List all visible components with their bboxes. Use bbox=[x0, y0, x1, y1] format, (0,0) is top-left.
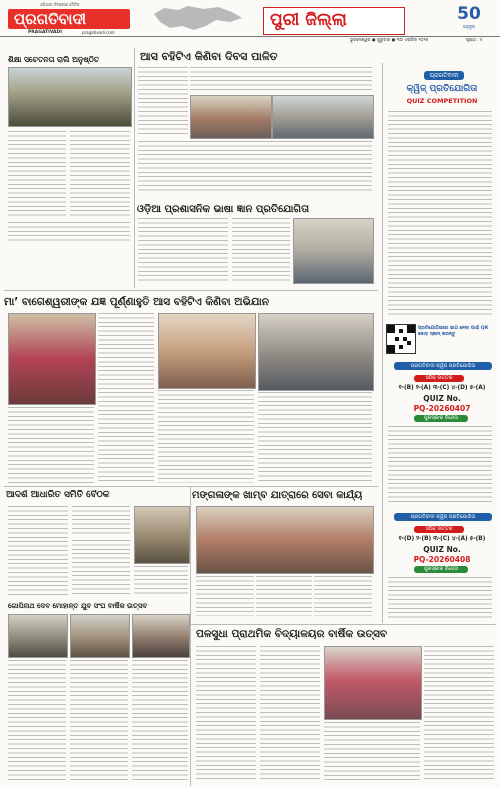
quiz-no-label-1: QUIZ No. bbox=[423, 394, 461, 403]
quiz-no-1: PQ-20260407 bbox=[413, 404, 471, 413]
masthead bbox=[0, 0, 500, 40]
answer-tag-2: ସଠିକ୍ ଉତ୍ତର bbox=[414, 526, 464, 533]
story-5-body-a bbox=[8, 506, 68, 596]
qr-icon bbox=[387, 325, 415, 353]
photo-4b bbox=[158, 313, 256, 389]
story-3-body-a bbox=[138, 218, 228, 282]
answer-tag-1: ସଠିକ୍ ଉତ୍ତର bbox=[414, 375, 464, 382]
answers-2: ୧-(D) ୨-(B) ୩-(C) ୪-(A) ୫-(B) bbox=[398, 536, 486, 542]
photo-8 bbox=[324, 646, 422, 720]
headline-5: ଆଦର୍ଶ ଆଧାରିତ ସମିତି ବୈଠକ bbox=[6, 490, 110, 500]
answers-1: ୧-(B) ୨-(A) ୩-(C) ୪-(D) ୫-(A) bbox=[398, 385, 486, 391]
quiz-no-2: PQ-20260408 bbox=[413, 555, 471, 564]
story-8-body-b bbox=[260, 646, 320, 782]
photo-2b bbox=[272, 95, 374, 139]
story-2-body-b bbox=[190, 67, 372, 92]
headline-3: ଓଡ଼ିଆ ପ୍ରଶାସନିକ ଭାଷା ଜ୍ଞାନ ପ୍ରତିଯୋଗିତା bbox=[137, 204, 310, 215]
rule-2 bbox=[4, 290, 378, 291]
photo-4a bbox=[8, 313, 96, 405]
quiz-no-label-2: QUIZ No. bbox=[423, 545, 461, 554]
winners-list-1 bbox=[388, 426, 492, 504]
masthead-title: ପ୍ରଗତିବାଦୀ bbox=[14, 10, 87, 28]
story-2-body-c bbox=[138, 141, 372, 193]
story-7-body-b bbox=[70, 660, 128, 782]
story-1-body-a bbox=[8, 131, 66, 219]
story-4-body-d bbox=[258, 392, 372, 483]
page-label: ପୃଷ୍ଠା : ୫ bbox=[466, 37, 483, 42]
masthead-tagline: ଓଡ଼ିଶାର ନିରପେକ୍ଷ ଦୈନିକ bbox=[40, 2, 80, 7]
headline-6: ମଙ୍ଗଳାଙ୍କ ଖାମ୍ବ ଯାତ୍ରାରେ ସେବା କାର୍ଯ୍ୟ bbox=[192, 490, 363, 501]
headline-4: ମା’ ବାଗେଶ୍ୱରୀଙ୍କ ଯଜ୍ଞ ପୂର୍ଣ୍ଣାହୁତି ଆସ ବହିଟିଏ କିଣିବା ଅଭିଯାନ bbox=[4, 296, 269, 308]
quiz-questions bbox=[388, 111, 492, 317]
photo-2a bbox=[190, 95, 272, 139]
badge-number: 50 bbox=[457, 4, 481, 24]
story-8-body-d bbox=[424, 646, 494, 782]
story-8-body-a bbox=[196, 646, 256, 782]
anniversary-badge bbox=[452, 4, 486, 30]
headline-8: ପଳସୁଧା ପ୍ରାଥମିକ ବିଦ୍ୟାଳୟର ବାର୍ଷିକ ଉତ୍ସବ bbox=[196, 628, 388, 640]
results-header-2: ପ୍ରଗତିବାଦୀ କ୍ୱିଜ୍ ପ୍ରତିଯୋଗିତା bbox=[394, 513, 492, 521]
dateline: ଭୁବନେଶ୍ୱର ● ଗୁରୁବାର ● ୩୦ ଏପ୍ରିଲ ୨୦୨୬ bbox=[350, 37, 429, 42]
rule-1 bbox=[134, 48, 135, 288]
story-7-body-c bbox=[132, 660, 188, 782]
photo-7c bbox=[132, 614, 190, 658]
story-5-body-d bbox=[134, 566, 188, 596]
winner-tag-1: ପୁରସ୍କାର ବିଜେତା bbox=[414, 415, 468, 422]
story-6-body-b bbox=[256, 576, 312, 616]
photo-7b bbox=[70, 614, 130, 658]
quiz-qr-code bbox=[386, 324, 416, 354]
story-4-body-b bbox=[8, 407, 94, 483]
photo-3 bbox=[293, 218, 374, 284]
headline-1: ଶିକ୍ଷା ସଚେତନତା ରାଲି ଅନୁଷ୍ଠିତ bbox=[8, 55, 100, 64]
story-1-body-b bbox=[70, 131, 130, 219]
story-4-body-c bbox=[158, 390, 254, 483]
badge-caption: ଅନୁରୂପ bbox=[463, 24, 475, 29]
masthead-title-latin: PRAGATIVADI bbox=[28, 30, 62, 35]
edition-name: ପୁରୀ ଜିଲ୍ଲା bbox=[270, 10, 347, 30]
photo-1 bbox=[8, 67, 132, 127]
rule-3 bbox=[4, 486, 378, 487]
quiz-section-tag: ପ୍ରଗତିବାଦୀ bbox=[424, 71, 464, 80]
story-2-body-a bbox=[138, 67, 188, 137]
headline-2: ଆସ ବହିଟିଏ କିଣିବା ଦିବସ ପାଳିତ bbox=[140, 50, 278, 63]
story-7-body-a bbox=[8, 660, 66, 782]
rule-4 bbox=[190, 486, 191, 786]
story-5-body-b bbox=[72, 506, 130, 536]
rule-5 bbox=[190, 624, 496, 625]
story-5-body-c bbox=[72, 540, 130, 596]
results-header-1: ପ୍ରଗତିବାଦୀ କ୍ୱିଜ୍ ପ୍ରତିଯୋଗିତା bbox=[394, 362, 492, 370]
story-3-body-b bbox=[232, 218, 290, 282]
odisha-map-icon bbox=[152, 4, 244, 32]
winners-list-2 bbox=[388, 577, 492, 621]
quiz-subtitle: QUIZ COMPETITION bbox=[406, 97, 478, 105]
story-8-body-c bbox=[324, 722, 420, 782]
story-4-body-a bbox=[98, 313, 154, 483]
photo-7a bbox=[8, 614, 68, 658]
quiz-qr-caption: ପ୍ରତିଯୋଗିତାରେ ଭାଗ ନେବା ପାଇଁ QR କୋଡ଼ ସ୍କାନ୍ କରନ୍ତୁ bbox=[418, 326, 489, 337]
story-1-body-c bbox=[8, 222, 130, 244]
story-6-body-c bbox=[314, 576, 372, 616]
photo-6 bbox=[196, 506, 374, 574]
photo-5 bbox=[134, 506, 190, 564]
winner-tag-2: ପୁରସ୍କାର ବିଜେତା bbox=[414, 566, 468, 573]
headline-7: ଗୋପିନାଥ ଦେବ ମୋହାନ୍ତ ଯୁବ ସଂଘ ବାର୍ଷିକ ଉତ୍ସବ bbox=[8, 602, 148, 610]
story-6-body-a bbox=[196, 576, 254, 616]
photo-4c bbox=[258, 313, 374, 391]
quiz-title: କ୍ୱିଜ୍ ପ୍ରତିଯୋଗିତା bbox=[406, 84, 478, 94]
masthead-url: pragativadi.com bbox=[82, 30, 115, 35]
